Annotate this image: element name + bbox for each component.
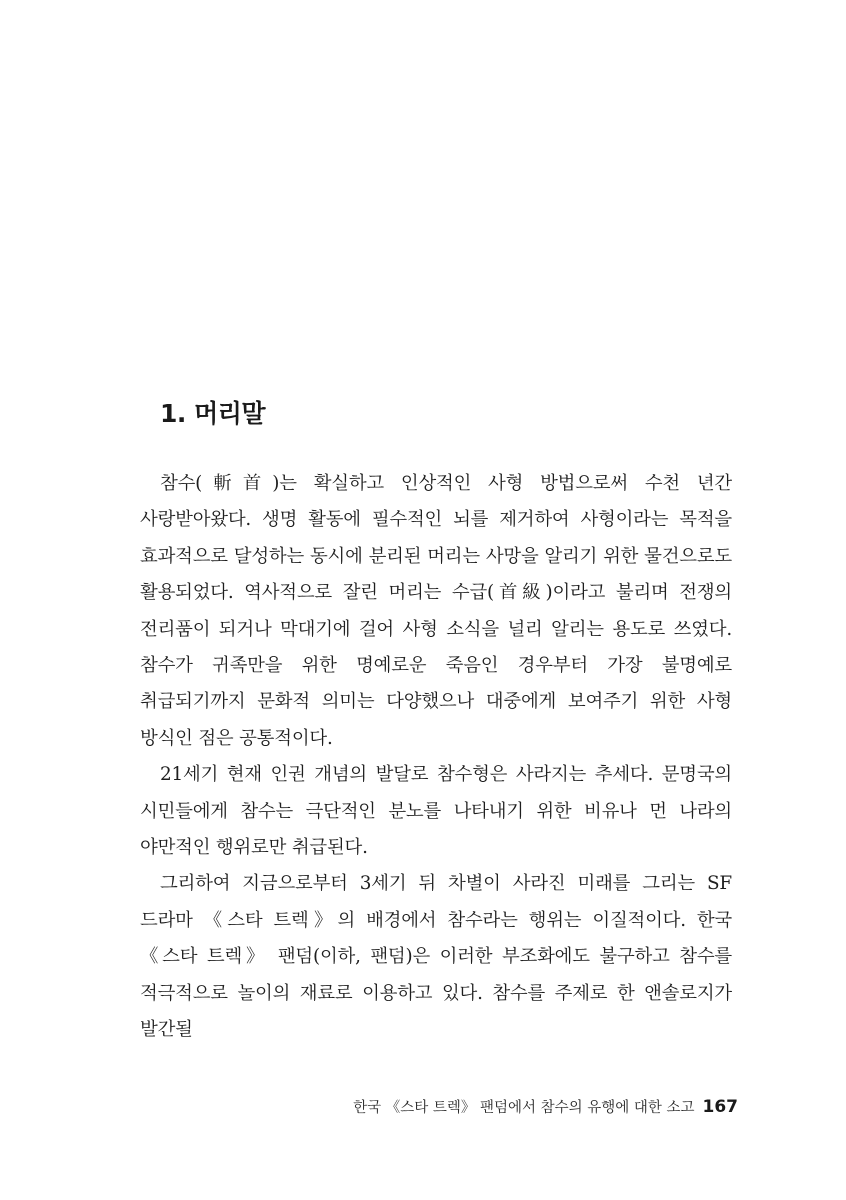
running-title: 한국 《스타 트렉》 팬덤에서 참수의 유행에 대한 소고 bbox=[353, 1100, 695, 1116]
paragraph-2: 21세기 현재 인권 개념의 발달로 참수형은 사라지는 추세다. 문명국의 시민들에게 참수는 극단적인 분노를 나타내기 위한 비유나 먼 나라의 야만적인 행위로만 취급된다. bbox=[140, 764, 732, 859]
paragraph-1: 참수(斬首)는 확실하고 인상적인 사형 방법으로써 수천 년간 사랑받아왔다. 생명 활동에 필수적인 뇌를 제거하여 사형이라는 목적을 효과적으로 달성하는 동시에 분리된 머리는 사망을 알리기 위한 물건으로도 활용되었다. 역사적으로 잘린 머리는 수급(首級)이라고 불리며 전쟁의 전리품이 되거나 막대기에 걸어 사형 소식을 널리 알리는 용도로 쓰였다. 참수가 귀족만을 위한 명예로운 죽음인 경우부터 가장 불명예로 취급되기까지 문화적 의미는 다양했으나 대중에게 보여주기 위한 사형 방식인 점은 공통적이다. bbox=[140, 473, 732, 749]
page-footer bbox=[353, 1096, 738, 1117]
paragraph-3: 그리하여 지금으로부터 3세기 뒤 차별이 사라진 미래를 그리는 SF 드라마 《스타 트렉》의 배경에서 참수라는 행위는 이질적이다. 한국 《스타 트렉》 팬덤(이하, 팬덤)은 이러한 부조화에도 불구하고 참수를 적극적으로 놀이의 재료로 이용하고 있다. 참수를 주제로 한 앤솔로지가 발간될 bbox=[140, 873, 732, 1041]
page-number: 167 bbox=[702, 1097, 738, 1117]
section-heading: 1. 머리말 bbox=[160, 399, 266, 428]
body-text bbox=[140, 466, 732, 1049]
